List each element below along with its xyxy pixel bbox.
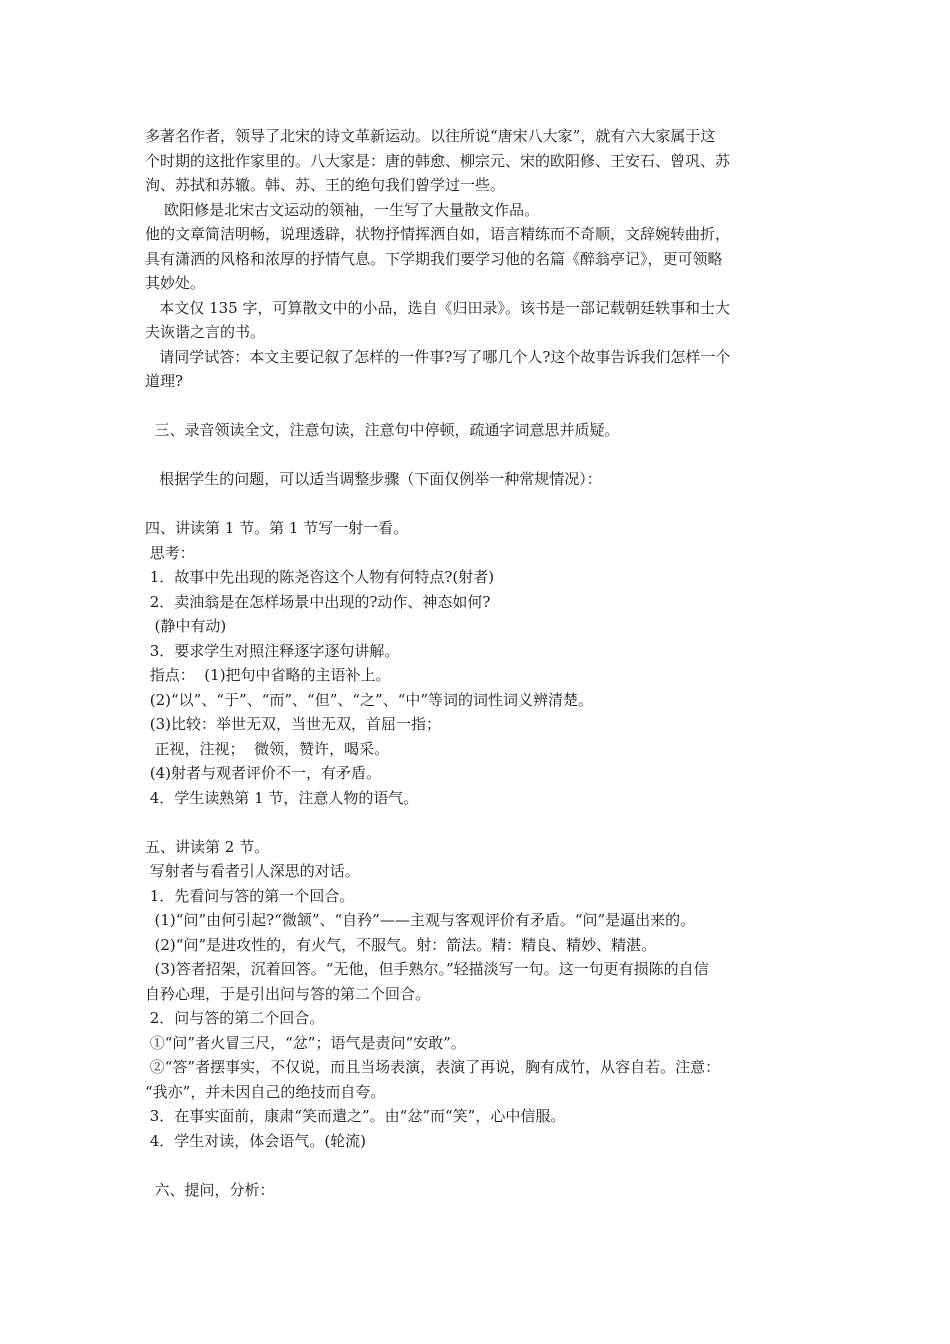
text-line: 正视，注视； 微领，赞许，喝采。 <box>145 739 390 758</box>
document-body <box>145 124 815 1202</box>
blank-line <box>145 492 815 517</box>
text-line: 思考： <box>145 543 195 562</box>
text-line: 指点： (1)把句中省略的主语补上。 <box>145 666 391 684</box>
text-line: 多著名作者，领导了北宋的诗文革新运动。以往所说“唐宋八大家”，就有六大家属于这 <box>145 127 716 145</box>
text-line: 他的文章简洁明畅，说理透辟，状物抒情挥洒自如，语言精练而不奇顺，文辞婉转曲折， <box>145 225 731 243</box>
blank-line <box>145 1153 815 1178</box>
text-line: 五、讲读第 2 节。 <box>145 837 270 856</box>
text-line: (2)“问”是进攻性的，有火气，不服气。射：箭法。精：精良、精妙、精湛。 <box>145 935 657 954</box>
text-line: 1．先看问与答的第一个回合。 <box>145 886 355 905</box>
text-line: 道理? <box>145 372 184 390</box>
text-line: 具有潇洒的风格和浓厚的抒情气息。下学期我们要学习他的名篇《醉翁亭记》，更可领略 <box>145 249 723 268</box>
text-line: 洵、苏拭和苏辙。韩、苏、王的绝句我们曾学过一些。 <box>145 176 506 194</box>
text-line: 3．在事实面前，康肃“笑而遣之”。由“忿”而“笑”，心中信服。 <box>145 1107 566 1125</box>
text-line: 夫诙谐之言的书。 <box>145 323 266 341</box>
text-line: (静中有动) <box>145 617 227 635</box>
text-line: (1)“问”由何引起?“微颔”、“自矜”——主观与客观评价有矛盾。“问”是逼出来的。 <box>145 911 696 929</box>
text-line: 2．问与答的第二个回合。 <box>145 1009 325 1027</box>
text-line: 个时期的这批作家里的。八大家是：唐的韩愈、柳宗元、宋的欧阳修、王安石、曾巩、苏 <box>145 151 731 170</box>
text-line: ②“答”者摆事实，不仅说，而且当场表演，表演了再说，胸有成竹，从容自若。注意： <box>145 1058 721 1076</box>
text-line: 根据学生的问题，可以适当调整步骤（下面仅例举一种常规情况）： <box>145 470 602 488</box>
text-line: 2．卖油翁是在怎样场景中出现的?动作、神态如何? <box>145 592 491 611</box>
text-line: 4．学生对读，体会语气。(轮流) <box>145 1131 367 1150</box>
text-line: 4．学生读熟第 1 节，注意人物的语气。 <box>145 788 419 807</box>
blank-line <box>145 394 815 419</box>
text-line: 四、讲读第 1 节。第 1 节写一射一看。 <box>145 519 409 537</box>
text-line: 请同学试答：本文主要记叙了怎样的一件事?写了哪几个人?这个故事告诉我们怎样一个 <box>145 347 731 366</box>
blank-line <box>145 810 815 835</box>
text-line: 欧阳修是北宋古文运动的领袖，一生写了大量散文作品。 <box>145 200 540 219</box>
text-line: 1．故事中先出现的陈尧咨这个人物有何特点?(射者) <box>145 568 495 586</box>
text-line: 六、提问，分析： <box>145 1180 275 1199</box>
text-line: 3．要求学生对照注释逐字逐句讲解。 <box>145 641 400 660</box>
text-line: “我亦”，并未因自己的绝技而自夸。 <box>145 1082 386 1101</box>
text-line: 写射者与看者引人深思的对话。 <box>145 862 360 880</box>
text-line: (4)射者与观者评价不一，有矛盾。 <box>145 764 382 782</box>
text-line: (3)答者招架，沉着回答。“无他，但手熟尔。”轻描淡写一句。这一句更有损陈的自信 <box>145 960 709 978</box>
text-line: (3)比较：举世无双，当世无双，首屈一指； <box>145 715 442 733</box>
text-line: 三、录音领读全文，注意句读，注意句中停顿，疏通字词意思并质疑。 <box>145 421 620 439</box>
text-line: 其妙处。 <box>145 274 206 292</box>
text-line: 本文仅 135 字，可算散文中的小品，选自《归田录》。该书是一部记载朝廷轶事和士大 <box>145 298 730 317</box>
blank-line <box>145 443 815 468</box>
text-line: 自矜心理，于是引出问与答的第二个回合。 <box>145 984 431 1003</box>
text-line: (2)“以”、“于”、“而”、“但”、“之”、“中”等词的词性词义辨清楚。 <box>145 690 594 709</box>
text-line: ①“问”者火冒三尺，“忿”；语气是责问“安敢”。 <box>145 1033 466 1052</box>
